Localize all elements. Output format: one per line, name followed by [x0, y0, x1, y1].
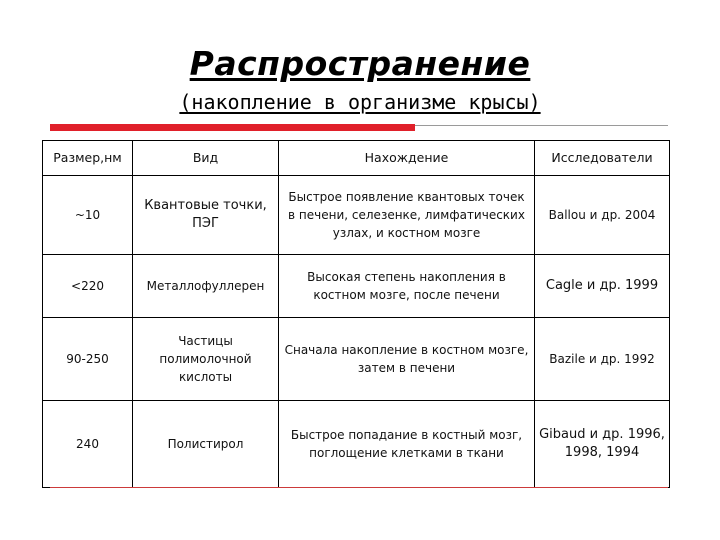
cell-location: Быстрое попадание в костный мозг, поглощение клетками в ткани — [279, 401, 535, 488]
distribution-table — [42, 140, 670, 488]
slide-subtitle: (накопление в организме крысы) — [179, 90, 541, 114]
table-row — [43, 318, 670, 401]
cell-type: Частицы полимолочной кислоты — [133, 318, 279, 401]
table-row — [43, 255, 670, 318]
table-row — [43, 401, 670, 488]
cell-size: ~10 — [43, 176, 133, 255]
cell-researchers: Bazile и др. 1992 — [535, 318, 670, 401]
cell-researchers: Gibaud и др. 1996, 1998, 1994 — [535, 401, 670, 488]
footer-divider-line — [50, 487, 668, 488]
header-researchers: Исследователи — [535, 141, 670, 176]
cell-researchers: Ballou и др. 2004 — [535, 176, 670, 255]
table-header-row — [43, 141, 670, 176]
cell-size: 240 — [43, 401, 133, 488]
header-location: Нахождение — [279, 141, 535, 176]
cell-location: Сначала накопление в костном мозге, затем в печени — [279, 318, 535, 401]
cell-type: Полистирол — [133, 401, 279, 488]
cell-type: Металлофуллерен — [133, 255, 279, 318]
cell-researchers: Cagle и др. 1999 — [535, 255, 670, 318]
cell-location: Быстрое появление квантовых точек в печени, селезенке, лимфатических узлах, и костном мозге — [279, 176, 535, 255]
header-size: Размер,нм — [43, 141, 133, 176]
cell-location: Высокая степень накопления в костном мозге, после печени — [279, 255, 535, 318]
cell-type: Квантовые точки, ПЭГ — [133, 176, 279, 255]
cell-size: <220 — [43, 255, 133, 318]
table-row — [43, 176, 670, 255]
header-type: Вид — [133, 141, 279, 176]
cell-size: 90-250 — [43, 318, 133, 401]
accent-bar — [50, 124, 415, 131]
slide-title: Распространение — [189, 44, 531, 83]
